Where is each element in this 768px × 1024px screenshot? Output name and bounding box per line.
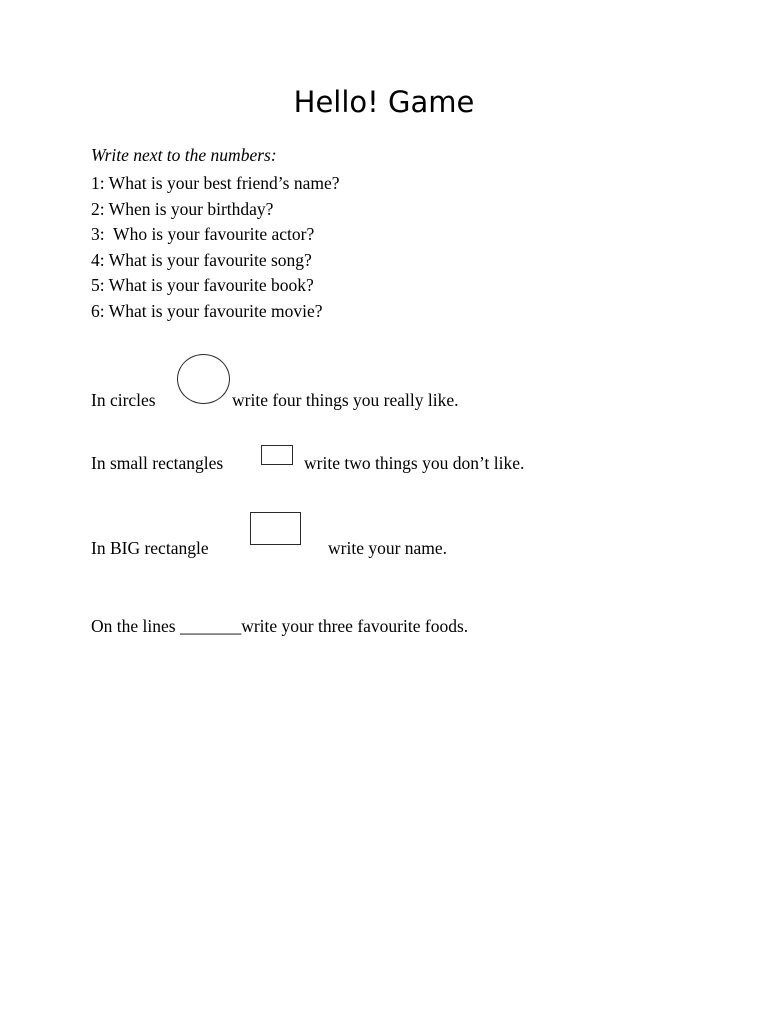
question-list (91, 171, 340, 325)
question-item: 3: Who is your favourite actor? (91, 224, 315, 245)
question-item: 2: When is your birthday? (91, 198, 274, 219)
question-item: 4: What is your favourite song? (91, 249, 312, 270)
small-rectangle-shape (261, 445, 293, 465)
lines-rule-text: On the lines _______write your three favourite foods. (91, 616, 469, 636)
small-rect-rule-text: write two things you don’t like. (304, 453, 525, 473)
small-rect-rule-lead: In small rectangles (91, 453, 224, 473)
instruction-text: Write next to the numbers: (91, 145, 277, 165)
circle-shape (177, 354, 230, 404)
big-rect-rule-text: write your name. (328, 538, 448, 558)
question-item: 6: What is your favourite movie? (91, 300, 323, 321)
circles-rule-text: write four things you really like. (232, 390, 459, 410)
question-item: 5: What is your favourite book? (91, 275, 314, 296)
question-item: 1: What is your best friend’s name? (91, 173, 340, 193)
circles-rule-lead: In circles (91, 390, 156, 410)
page-title: Hello! Game (293, 85, 475, 119)
big-rectangle-shape (250, 512, 301, 545)
big-rect-rule-lead: In BIG rectangle (91, 538, 209, 558)
